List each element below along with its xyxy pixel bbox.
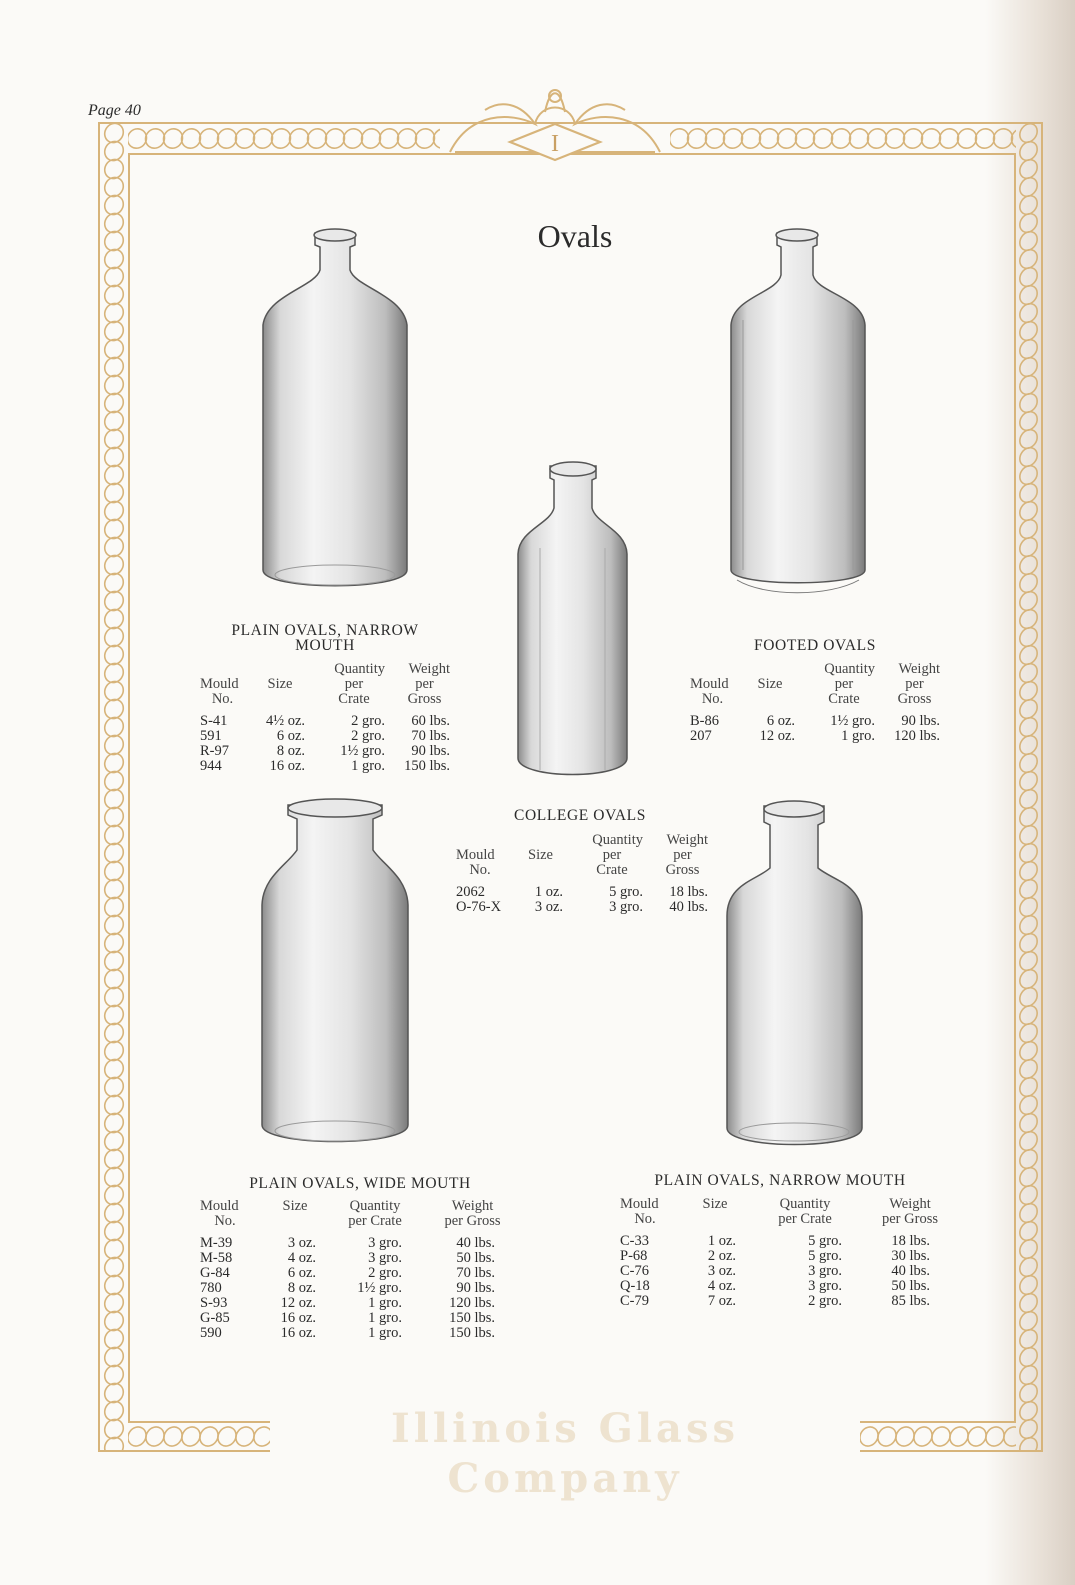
header-gross: Gross [407, 691, 442, 707]
cell-weight: 120 lbs. [449, 1295, 495, 1311]
cell-size: 2 oz. [707, 1248, 736, 1264]
header-size: Size [282, 1198, 308, 1214]
header-weight: Weight [408, 661, 450, 677]
cell-quantity: 1 gro. [841, 728, 875, 744]
caption-line-1: PLAIN OVALS, NARROW [231, 622, 419, 639]
table-row [690, 707, 940, 729]
header-size: Size [702, 1196, 728, 1212]
header-mould: Mould [620, 1196, 659, 1212]
header-quantity: Quantity [824, 661, 875, 677]
table-row [200, 1311, 525, 1326]
cell-mould: 944 [200, 758, 222, 774]
caption-college-ovals: COLLEGE OVALS [514, 807, 646, 824]
rope-border-bottom-left [128, 1423, 270, 1450]
header-quantity-per: per [602, 847, 622, 863]
header-per-gross: per Gross [444, 1213, 501, 1229]
cell-weight: 150 lbs. [449, 1310, 495, 1326]
cell-mould: B-86 [690, 713, 719, 729]
cell-size: 3 oz. [534, 899, 563, 915]
header-crate: Crate [596, 862, 628, 878]
cell-mould: C-76 [620, 1263, 649, 1279]
header-crate: Crate [828, 691, 860, 707]
cell-quantity: 3 gro. [368, 1250, 402, 1266]
header-per-crate: per Crate [348, 1213, 402, 1229]
table-row [200, 1281, 525, 1296]
cell-size: 4 oz. [707, 1278, 736, 1294]
spec-table-footed [690, 662, 940, 744]
header-quantity: Quantity [334, 661, 385, 677]
header-per-crate: per Crate [778, 1211, 832, 1227]
cell-size: 1 oz. [707, 1233, 736, 1249]
cell-weight: 150 lbs. [404, 758, 450, 774]
caption-plain-ovals-narrow-bottom: PLAIN OVALS, NARROW MOUTH [654, 1172, 906, 1189]
cell-mould: G-85 [200, 1310, 230, 1326]
header-size: Size [528, 847, 553, 863]
crest-letter: I [551, 131, 559, 157]
header-quantity: Quantity [592, 832, 643, 848]
header-crate: Crate [338, 691, 370, 707]
header-no: No. [211, 691, 234, 707]
cell-quantity: 1½ gro. [357, 1280, 402, 1296]
spec-table-narrow-top [200, 662, 450, 774]
cell-quantity: 3 gro. [808, 1278, 842, 1294]
cell-size: 8 oz. [287, 1280, 316, 1296]
table-row [620, 1279, 960, 1294]
header-size: Size [267, 676, 293, 692]
cell-weight: 30 lbs. [891, 1248, 930, 1264]
cell-weight: 40 lbs. [669, 899, 708, 915]
cell-weight: 70 lbs. [456, 1265, 495, 1281]
header-weight-per: per [673, 847, 692, 863]
table-row [620, 1264, 960, 1279]
table-row [456, 900, 708, 915]
cell-mould: 2062 [456, 884, 485, 900]
cell-mould: R-97 [200, 743, 229, 759]
cell-size: 1 oz. [534, 884, 563, 900]
cell-size: 4½ oz. [265, 713, 305, 729]
cell-weight: 150 lbs. [449, 1325, 495, 1341]
table-row [620, 1249, 960, 1264]
footer-company-watermark: Illinois Glass Company [270, 1404, 860, 1454]
header-quantity-per: per [834, 676, 854, 692]
header-size: Size [757, 676, 783, 692]
cell-size: 6 oz. [287, 1265, 316, 1281]
cell-mould: M-39 [200, 1235, 233, 1251]
cell-mould: C-79 [620, 1293, 649, 1309]
header-gross: Gross [665, 862, 700, 878]
cell-mould: M-58 [200, 1250, 233, 1266]
cell-quantity: 3 gro. [368, 1235, 402, 1251]
table-row [690, 729, 940, 744]
cell-mould: 590 [200, 1325, 222, 1341]
spec-table-wide [200, 1199, 525, 1341]
header-per-gross: per Gross [882, 1211, 938, 1227]
cell-size: 7 oz. [707, 1293, 736, 1309]
cell-quantity: 1½ gro. [340, 743, 385, 759]
header-quantity-per: per [344, 676, 364, 692]
cell-mould: O-76-X [456, 899, 502, 915]
plain-oval-wide-bottle [255, 795, 415, 1155]
cell-quantity: 1½ gro. [830, 713, 875, 729]
header-quantity: Quantity [349, 1198, 401, 1214]
table-row [200, 1229, 525, 1251]
cell-size: 6 oz. [276, 728, 305, 744]
plain-oval-narrow-bottle-top-left [255, 225, 415, 600]
table-row [620, 1227, 960, 1249]
cell-quantity: 2 gro. [808, 1293, 842, 1309]
cell-size: 6 oz. [766, 713, 795, 729]
table-row [200, 729, 450, 744]
header-no: No. [701, 691, 724, 707]
cell-quantity: 2 gro. [351, 713, 385, 729]
cell-mould: P-68 [620, 1248, 648, 1264]
spec-table-narrow-bottom [620, 1197, 960, 1309]
cell-size: 12 oz. [280, 1295, 316, 1311]
header-weight-per: per [415, 676, 434, 692]
header-mould: Mould [456, 847, 495, 863]
cell-mould: S-41 [200, 713, 228, 729]
cell-quantity: 2 gro. [368, 1265, 402, 1281]
college-oval-bottle [510, 458, 635, 788]
cell-weight: 50 lbs. [456, 1250, 495, 1266]
cell-weight: 50 lbs. [891, 1278, 930, 1294]
header-quantity: Quantity [779, 1196, 831, 1212]
cell-weight: 18 lbs. [891, 1233, 930, 1249]
cell-size: 12 oz. [759, 728, 795, 744]
header-mould: Mould [200, 676, 239, 692]
header-mould: Mould [200, 1198, 239, 1214]
rope-border-right [1016, 124, 1041, 1450]
cell-weight: 120 lbs. [894, 728, 940, 744]
header-weight: Weight [451, 1198, 494, 1214]
cell-quantity: 5 gro. [609, 884, 643, 900]
plain-oval-narrow-bottle-bottom-right [722, 798, 867, 1158]
cell-mould: S-93 [200, 1295, 228, 1311]
table-row [200, 1296, 525, 1311]
header-weight: Weight [898, 661, 940, 677]
caption-line-2: MOUTH [295, 637, 355, 654]
footed-oval-bottle [725, 225, 870, 600]
header-weight: Weight [889, 1196, 931, 1212]
cell-size: 16 oz. [269, 758, 305, 774]
crest-ornament [440, 82, 670, 164]
cell-quantity: 2 gro. [351, 728, 385, 744]
rope-border-top-left [128, 124, 440, 153]
cell-mould: Q-18 [620, 1278, 650, 1294]
table-row [200, 1251, 525, 1266]
cell-size: 16 oz. [280, 1325, 316, 1341]
page-title: Ovals [537, 218, 613, 254]
table-row [620, 1294, 960, 1309]
cell-weight: 70 lbs. [411, 728, 450, 744]
rope-border-left [100, 124, 128, 1450]
cell-size: 3 oz. [287, 1235, 316, 1251]
cell-mould: C-33 [620, 1233, 649, 1249]
cell-size: 8 oz. [276, 743, 305, 759]
page-number: Page 40 [88, 102, 141, 119]
cell-weight: 40 lbs. [891, 1263, 930, 1279]
table-row [200, 744, 450, 759]
table-row [200, 1326, 525, 1341]
table-row [200, 759, 450, 774]
cell-weight: 40 lbs. [456, 1235, 495, 1251]
cell-quantity: 1 gro. [351, 758, 385, 774]
table-row [200, 707, 450, 729]
cell-weight: 18 lbs. [669, 884, 708, 900]
cell-mould: G-84 [200, 1265, 230, 1281]
cell-quantity: 1 gro. [368, 1295, 402, 1311]
cell-weight: 90 lbs. [901, 713, 940, 729]
cell-quantity: 3 gro. [609, 899, 643, 915]
cell-weight: 60 lbs. [411, 713, 450, 729]
cell-weight: 85 lbs. [891, 1293, 930, 1309]
cell-quantity: 1 gro. [368, 1310, 402, 1326]
caption-footed-ovals: FOOTED OVALS [754, 637, 876, 654]
spec-table-college [456, 833, 708, 915]
cell-size: 16 oz. [280, 1310, 316, 1326]
cell-quantity: 5 gro. [808, 1233, 842, 1249]
cell-mould: 780 [200, 1280, 222, 1296]
header-no: No. [214, 1213, 236, 1229]
cell-mould: 591 [200, 728, 222, 744]
rope-border-bottom-right [860, 1423, 1016, 1450]
table-row [456, 878, 708, 900]
cell-size: 4 oz. [287, 1250, 316, 1266]
header-weight: Weight [666, 832, 708, 848]
caption-plain-ovals-narrow-top [200, 623, 450, 653]
cell-size: 3 oz. [707, 1263, 736, 1279]
header-gross: Gross [897, 691, 932, 707]
cell-quantity: 5 gro. [808, 1248, 842, 1264]
table-row [200, 1266, 525, 1281]
cell-weight: 90 lbs. [456, 1280, 495, 1296]
caption-plain-ovals-wide: PLAIN OVALS, WIDE MOUTH [249, 1175, 471, 1192]
rope-border-top-right [670, 124, 1016, 153]
header-no: No. [469, 862, 491, 878]
cell-weight: 90 lbs. [411, 743, 450, 759]
cell-quantity: 3 gro. [808, 1263, 842, 1279]
header-weight-per: per [905, 676, 924, 692]
header-mould: Mould [690, 676, 729, 692]
cell-mould: 207 [690, 728, 712, 744]
header-no: No. [634, 1211, 656, 1227]
cell-quantity: 1 gro. [368, 1325, 402, 1341]
